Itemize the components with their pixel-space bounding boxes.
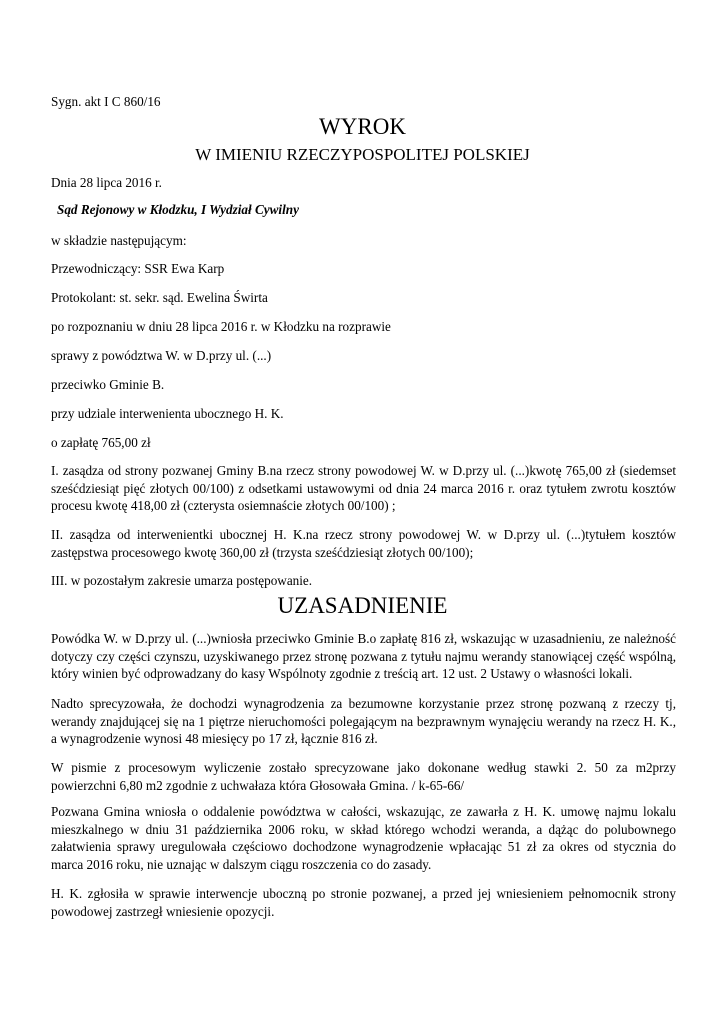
chair-line: Przewodniczący: SSR Ewa Karp	[51, 261, 225, 276]
judgment-subtitle: W IMIENIU RZECZYPOSPOLITEJ POLSKIEJ	[195, 145, 530, 164]
claim-line: o zapłatę 765,00 zł	[51, 435, 151, 450]
case-signature: Sygn. akt I C 860/16	[51, 94, 161, 109]
justification-paragraph-5: H. K. zgłosiła w sprawie interwencje uboczną po stronie pozwanej, a przed jej wniesieniem pełnomocnik strony powodowej zastrzegł wniesienie opozycji.	[51, 886, 676, 919]
justification-paragraph-1: Powódka W. w D.przy ul. (...)wniosła przeciwko Gminie B.o zapłatę 816 zł, wskazując w uzasadnieniu, ze należność dotyczy czy części czynszu, uzyskiwanego przez stronę pozwana z tytułu najmu werandy stanowiącej część wspólną, który winien być odprowadzany do kasy Wspólnoty zgodnie z treścią art. 12 ust. 2 Ustawy o własności lokali.	[51, 631, 676, 682]
ruling-point-2: II. zasądza od interwenientki ubocznej H. K.na rzecz strony powodowej W. w D.przy ul. (...)tytułem kosztów zastępstwa procesowego kwotę 360,00 zł (trzysta sześćdziesiąt złotych 00/100);	[51, 527, 676, 560]
justification-paragraph-2: Nadto sprecyzowała, że dochodzi wynagrodzenia za bezumowne korzystanie przez stronę pozwaną z rzeczy tj, werandy znajdującej się na 1 piętrze nieruchomości polegającym na bezprawnym wynajęciu werandy na rzecz H. K., a wynagrodzenie wynosi 48 miesięcy po 17 zł, łącznie 816 zł.	[51, 696, 676, 747]
composition-line: w składzie następującym:	[51, 233, 187, 248]
defendant-line: przeciwko Gminie B.	[51, 377, 165, 392]
ruling-point-1: I. zasądza od strony pozwanej Gminy B.na rzecz strony powodowej W. w D.przy ul. (...)kwotę 765,00 zł (siedemset sześćdziesiąt pięć złotych 00/100) z odsetkami ustawowymi od dnia 24 marca 2016 r. oraz tytułem zwrotu kosztów procesu kwotę 418,00 zł (czterysta osiemnaście złotych 00/100) ;	[51, 463, 676, 514]
justification-paragraph-4: Pozwana Gmina wniosła o oddalenie powództwa w całości, wskazując, ze zawarła z H. K. umowę najmu lokalu mieszkalnego w dniu 31 października 2006 roku, w skład którego wchodzi weranda, a dążąc do polubownego załatwienia sprawy uregulowała częściowo dochodzone wynagrodzenie wpłacając 51 zł za okres od stycznia do marca 2016 roku, nie uznając w dalszym ciągu roszczenia co do zasady.	[51, 804, 676, 872]
clerk-line: Protokolant: st. sekr. sąd. Ewelina Świrta	[51, 290, 268, 305]
intervener-line: przy udziale interwenienta ubocznego H. K.	[51, 406, 284, 421]
judgment-date: Dnia 28 lipca 2016 r.	[51, 175, 162, 190]
judgment-title: WYROK	[319, 114, 406, 139]
justification-title: UZASADNIENIE	[277, 593, 448, 618]
justification-paragraph-3: W pismie z procesowym wyliczenie zostało sprecyzowane jako dokonane według stawki 2. 50 za m2przy powierzchni 6,80 m2 zgodnie z uchwałaza która Głosowała Gmina. / k-65-66/	[51, 760, 676, 793]
case-line: sprawy z powództwa W. w D.przy ul. (...)	[51, 348, 272, 363]
ruling-point-3: III. w pozostałym zakresie umarza postępowanie.	[51, 573, 313, 588]
hearing-line: po rozpoznaniu w dniu 28 lipca 2016 r. w Kłodzku na rozprawie	[51, 319, 391, 334]
court-name: Sąd Rejonowy w Kłodzku, I Wydział Cywilny	[57, 202, 299, 217]
